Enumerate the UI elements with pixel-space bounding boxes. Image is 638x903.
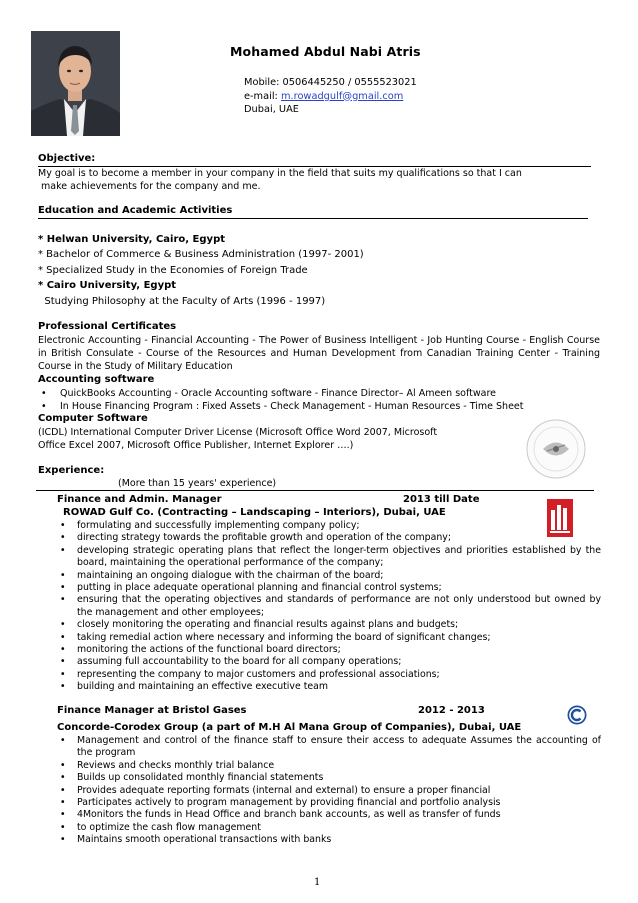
- education-item: Studying Philosophy at the Faculty of Arts (1996 - 1997): [38, 295, 326, 307]
- mobile-number: Mobile: 0506445250 / 0555523021: [244, 77, 417, 88]
- experience-heading: Experience:: [38, 465, 105, 476]
- computer-software-text: [38, 426, 437, 453]
- objective-line-1: My goal is to become a member in your company in the field that suits my qualifications so that I can: [38, 168, 522, 179]
- list-item: • Reviews and checks monthly trial balance: [57, 760, 601, 772]
- list-item: • Provides adequate reporting formats (internal and external) to ensure a proper financial: [57, 785, 601, 797]
- list-item: • representing the company to major customers and professional associations;: [57, 669, 601, 681]
- list-item: • putting in place adequate operational planning and financial control systems;: [57, 582, 601, 594]
- computer-software-line: Office Excel 2007, Microsoft Office Publisher, Internet Explorer ….): [38, 440, 354, 452]
- computer-software-line: (ICDL) International Computer Driver License (Microsoft Office Word 2007, Microsoft: [38, 427, 438, 438]
- computer-software-heading: Computer Software: [38, 413, 148, 424]
- concorde-logo-icon: [567, 705, 587, 725]
- certificates-text: Electronic Accounting - Financial Accounting - The Power of Business Intelligent - Job Hunting Course - English Course in British Consulate - Course of the Resources and Human Development from Canadian Training Center - Training Course in the Study of Military Education: [38, 335, 600, 373]
- list-item: • developing strategic operating plans that reflect the longer-term objectives and priorities established by the board, maintaining the operational performance of the company;: [57, 545, 601, 570]
- list-item: • formulating and successfully implementing company policy;: [57, 520, 601, 532]
- accounting-software-heading: Accounting software: [38, 374, 155, 385]
- job-duties-list: [57, 520, 601, 694]
- experience-rule: [36, 490, 594, 491]
- job-duties-list: [57, 735, 601, 847]
- list-item: • monitoring the actions of the functional board directors;: [57, 644, 601, 656]
- list-item: • assuming full accountability to the board for all company operations;: [57, 656, 601, 668]
- education-list: [38, 232, 364, 309]
- list-item: • In House Financing Program : Fixed Assets - Check Management - Human Resources - Time Sheet: [38, 400, 608, 413]
- location: Dubai, UAE: [244, 104, 299, 115]
- list-item: • Management and control of the finance staff to ensure their access to adequate Assumes the accounting of the program: [57, 735, 601, 760]
- profile-photo: [31, 31, 120, 136]
- job-dates: 2012 - 2013: [418, 705, 485, 716]
- list-item: • to optimize the cash flow management: [57, 822, 601, 834]
- education-item: * Bachelor of Commerce & Business Administration (1997- 2001): [38, 249, 364, 261]
- list-item: • Participates actively to program management by providing financial and portfolio analysis: [57, 797, 601, 809]
- list-item: • taking remedial action where necessary and informing the board of significant changes;: [57, 632, 601, 644]
- list-item: • Maintains smooth operational transactions with banks: [57, 834, 601, 846]
- email-line: [244, 90, 417, 104]
- job-company: ROWAD Gulf Co. (Contracting – Landscaping – Interiors), Dubai, UAE: [63, 507, 446, 518]
- job-title: Finance Manager at Bristol Gases: [57, 705, 247, 716]
- education-item: * Specialized Study in the Economies of Foreign Trade: [38, 264, 308, 276]
- job-dates: 2013 till Date: [403, 494, 480, 505]
- list-item: • building and maintaining an effective executive team: [57, 681, 601, 693]
- job-title: Finance and Admin. Manager: [57, 494, 222, 505]
- education-rule: [38, 218, 588, 219]
- icdl-logo-icon: [525, 418, 587, 480]
- page-number: 1: [314, 877, 321, 888]
- candidate-name: Mohamed Abdul Nabi Atris: [230, 44, 421, 59]
- education-heading: Education and Academic Activities: [38, 205, 233, 216]
- list-item: • maintaining an ongoing dialogue with the chairman of the board;: [57, 570, 601, 582]
- certificates-heading: Professional Certificates: [38, 321, 177, 332]
- list-item: • QuickBooks Accounting - Oracle Accounting software - Finance Director– Al Ameen software: [38, 387, 608, 400]
- objective-line-2: make achievements for the company and me.: [38, 181, 261, 192]
- accounting-software-list: [38, 387, 608, 413]
- list-item: • directing strategy towards the profitable growth and operation of the company;: [57, 532, 601, 544]
- job-company: Concorde-Corodex Group (a part of M.H Al Mana Group of Companies), Dubai, UAE: [57, 722, 522, 733]
- education-item: * Helwan University, Cairo, Egypt: [38, 234, 226, 245]
- email-link[interactable]: m.rowadgulf@gmail.com: [280, 90, 404, 102]
- contact-block: [244, 76, 417, 117]
- list-item: • ensuring that the operating objectives and standards of performance are not only understood but owned by the management and other employees;: [57, 594, 601, 619]
- objective-heading: Objective:: [38, 153, 96, 164]
- list-item: • 4Monitors the funds in Head Office and branch bank accounts, as well as transfer of funds: [57, 809, 601, 821]
- list-item: • Builds up consolidated monthly financial statements: [57, 772, 601, 784]
- list-item: • closely monitoring the operating and financial results against plans and budgets;: [57, 619, 601, 631]
- email-label: e-mail:: [244, 90, 281, 102]
- education-item: * Cairo University, Egypt: [38, 280, 177, 292]
- experience-subtext: (More than 15 years' experience): [118, 478, 277, 489]
